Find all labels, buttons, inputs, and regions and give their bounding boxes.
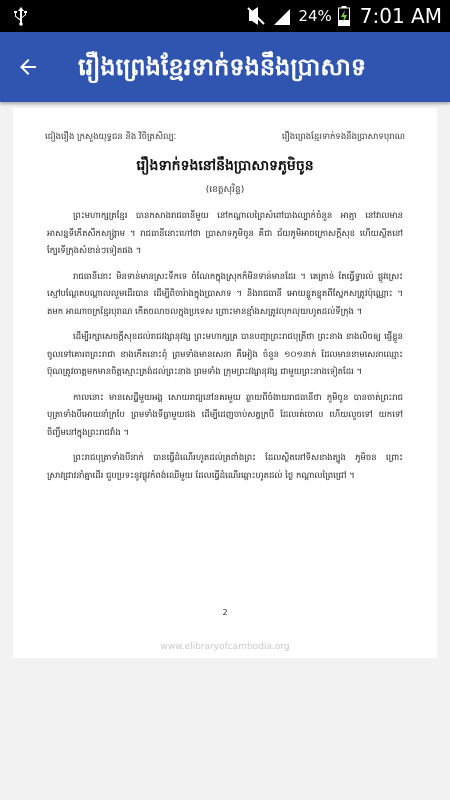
watermark-link: www.elibraryofcambodia.org (160, 642, 290, 652)
status-icons (246, 0, 442, 32)
usb-icon (12, 6, 30, 26)
running-header (45, 132, 405, 144)
paragraph: ព្រះមហាក្សត្រខ្មែរ បានកសាងរាជធានីមួយ នៅកណ្ដាលព្រៃសំពៅបាងល្បាក់ចំនួន អាត្មា នៅវាលមានអាសន្នទីកើតសឹកសង្គ្រាម ។ រាជធានីនោះហៅថា ប្រាសាទភូមិចូន គឺជា ជ័យភូមិអាចក្រោសក្ដីសុខ ហើយស្ថិតនៅក្បែរទីក្រុងសំខាន់ៗទៀតផង ។ (47, 211, 403, 256)
mute-icon (246, 6, 266, 26)
paragraph: ដើម្បីរក្សាសេចក្ដីសុខដល់រាជវង្សានុវង្ស ព្រះមហាក្សត្រ បានបញ្ជាព្រះរាជបុត្រីថា ព្រះនាង ខាងលិចឲ្យ ផ្ញើខ្លួនចូលទៅគោរពព្រះរាជា ខាងកើតនោះពុំ ព្រមទាំងមានសេនា គឺអៀង ចំនួន ១០១នាក់ ដែលមាននាមសេនាឈ្មោះ ប៊ុណត្រូវចាត្តមកមានចិត្តស្មោះត្រង់ដល់ព្រះនាង ព្រមទាំង ក្រុមព្រះវង្សានុវង្ស ជាមួយព្រះនាងទៀតដែរ ។ (47, 332, 403, 377)
battery-charging-icon (338, 6, 350, 26)
document-subtitle: (ខេត្តសុរិន្ទ) (205, 185, 245, 195)
document-page[interactable] (13, 108, 437, 658)
status-bar (0, 0, 450, 32)
paragraph: កាលនោះ មានសេដ្ឋីមួយអង្គ សោយរាជ្យនៅនគរមួយ ឆ្ងាយពីចំងាយរាជធានីថា ភូមិចូន បានចាត់ព្រះរាជបុត្រាទាំងបីអោយនាំក្របែ ព្រមទាំងទីធ្លាមួយផង ដើម្បីដេញចាប់សត្វក្របី ដែលរត់ចោល ហើយលួចទៅ យកទៅចិញ្ចឹមនៅក្នុងព្រះរាជវាំង ។ (47, 392, 403, 438)
document-body (47, 208, 403, 493)
document-title: រឿងទាក់ទងនៅនឹងប្រាសាទភូមិចូន (136, 158, 314, 174)
back-button[interactable] (14, 53, 42, 81)
paragraph: ព្រះរាជបុត្រាទាំងបីនាក់ បានធ្វើដំណើរហូតដល់ត្រពាំងព្រះ ដែលស្ថិតនៅទិសខាងត្បូង ភូមិចន ព្រោះស្រាវជ្រាវនាំគ្នាដើរ ជួបប្រទះនូវផ្លូវកំពង់ឈើមួយ ដែលធ្វើដំណើរឆ្ពោះហូតដល់ ថ្ងៃ កណ្ដាលព្រៃជ្រៅ ។ (47, 453, 403, 481)
app-title: រឿងព្រេងខ្មែរទាក់ទងនឹងប្រាសាទ (78, 53, 367, 81)
clock: 7:01 AM (359, 4, 442, 28)
signal-icon (272, 6, 292, 26)
header-left: ជៀងរឿង ក្រសួងយុទ្ធជន និង វិចិត្រសិល្បៈ (45, 132, 177, 142)
page-number: 2 (222, 608, 228, 617)
app-bar (0, 32, 450, 102)
paragraph: រាជធានីនោះ មិនទាន់មានស្រះទឹកទេ ចំណែកក្នុងស្រុកក៏មិនទាន់មានដែរ ។ គេត្រាន់ តែធ្វើទ្វារល់ ផ្លូវស្រេះស្មៅបណ្ដែតបណ្ដាលលួមដើរបាន ដើម្បីពិចារ៉ាងក្នុងប្រាសាទ ។ និងរាជធានី អោយខ្ចួតខ្ចុតពីស្នែកសត្រូវប៉ុណ្ណោះ ។ តមក អាណាចក្រខ្មែរបុរាណ កើតចលាចលក្នុងប្រទេស ព្រោះមានខ្មាំងសត្រូវលុកលុយហូតដល់ទីក្រុង ។ (47, 271, 403, 317)
arrow-left-icon (16, 55, 40, 79)
header-right: រឿងព្រេងខ្មែរទាក់ទងនឹងប្រាសាទបុរាណ (281, 132, 405, 142)
battery-percentage: 24% (298, 7, 332, 25)
